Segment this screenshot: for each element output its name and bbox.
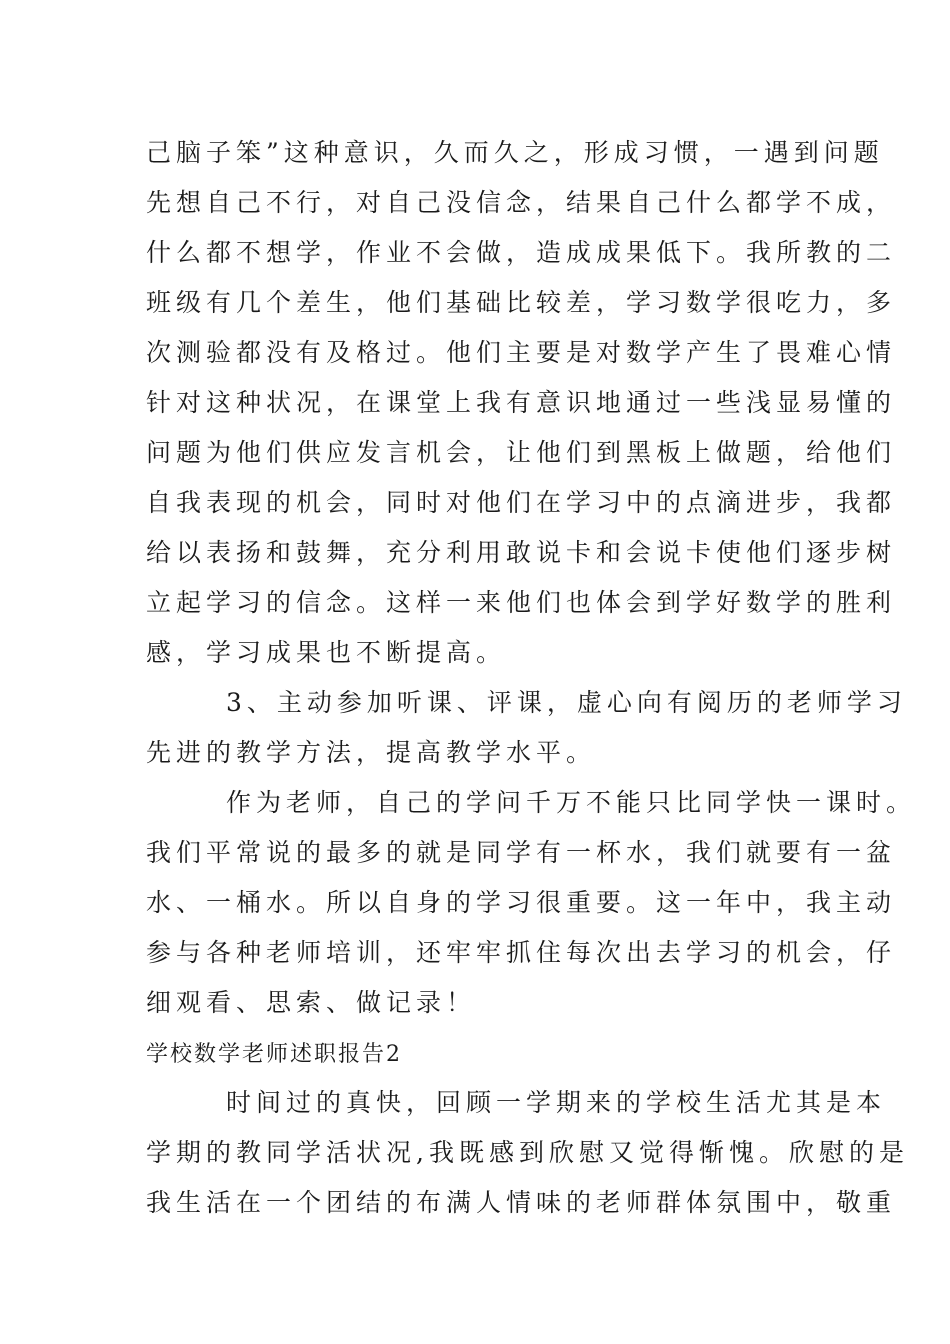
section-heading: 学校数学老师述职报告2 [146, 1042, 402, 1067]
text-line: 参与各种老师培训，还牢牢抓住每次出去学习的机会，仔 [146, 938, 897, 967]
text-line: 细观看、思索、做记录！ [146, 988, 477, 1017]
text-line: 什么都不想学，作业不会做，造成成果低下。我所教的二 [146, 238, 897, 267]
text-line: 己脑子笨”这种意识，久而久之，形成习惯，一遇到问题 [146, 138, 884, 167]
text-line: 问题为他们供应发言机会，让他们到黑板上做题，给他们 [146, 438, 897, 467]
text-line: 时间过的真快，回顾一学期来的学校生活尤其是本 [226, 1088, 887, 1117]
text-line: 我生活在一个团结的布满人情味的老师群体氛围中，敬重 [146, 1188, 897, 1217]
text-line: 自我表现的机会，同时对他们在学习中的点滴进步，我都 [146, 488, 897, 517]
text-line: 学期的教同学活状况,我既感到欣慰又觉得惭愧。欣慰的是 [146, 1138, 909, 1167]
text-line: 先想自己不行，对自己没信念，结果自己什么都学不成， [146, 188, 897, 217]
text-line: 给以表扬和鼓舞，充分利用敢说卡和会说卡使他们逐步树 [146, 538, 897, 567]
text-line: 次测验都没有及格过。他们主要是对数学产生了畏难心情 [146, 338, 897, 367]
text-line: 水、一桶水。所以自身的学习很重要。这一年中，我主动 [146, 888, 897, 917]
text-line: 作为老师，自己的学问千万不能只比同学快一课时。 [226, 788, 917, 817]
text-line: 3、主动参加听课、评课，虚心向有阅历的老师学习 [226, 688, 907, 717]
text-line: 先进的教学方法，提高教学水平。 [146, 738, 597, 767]
text-line: 立起学习的信念。这样一来他们也体会到学好数学的胜利 [146, 588, 897, 617]
text-line: 我们平常说的最多的就是同学有一杯水，我们就要有一盆 [146, 838, 897, 867]
text-line: 针对这种状况，在课堂上我有意识地通过一些浅显易懂的 [146, 388, 897, 417]
text-line: 班级有几个差生，他们基础比较差，学习数学很吃力，多 [146, 288, 897, 317]
text-line: 感，学习成果也不断提高。 [146, 638, 507, 667]
